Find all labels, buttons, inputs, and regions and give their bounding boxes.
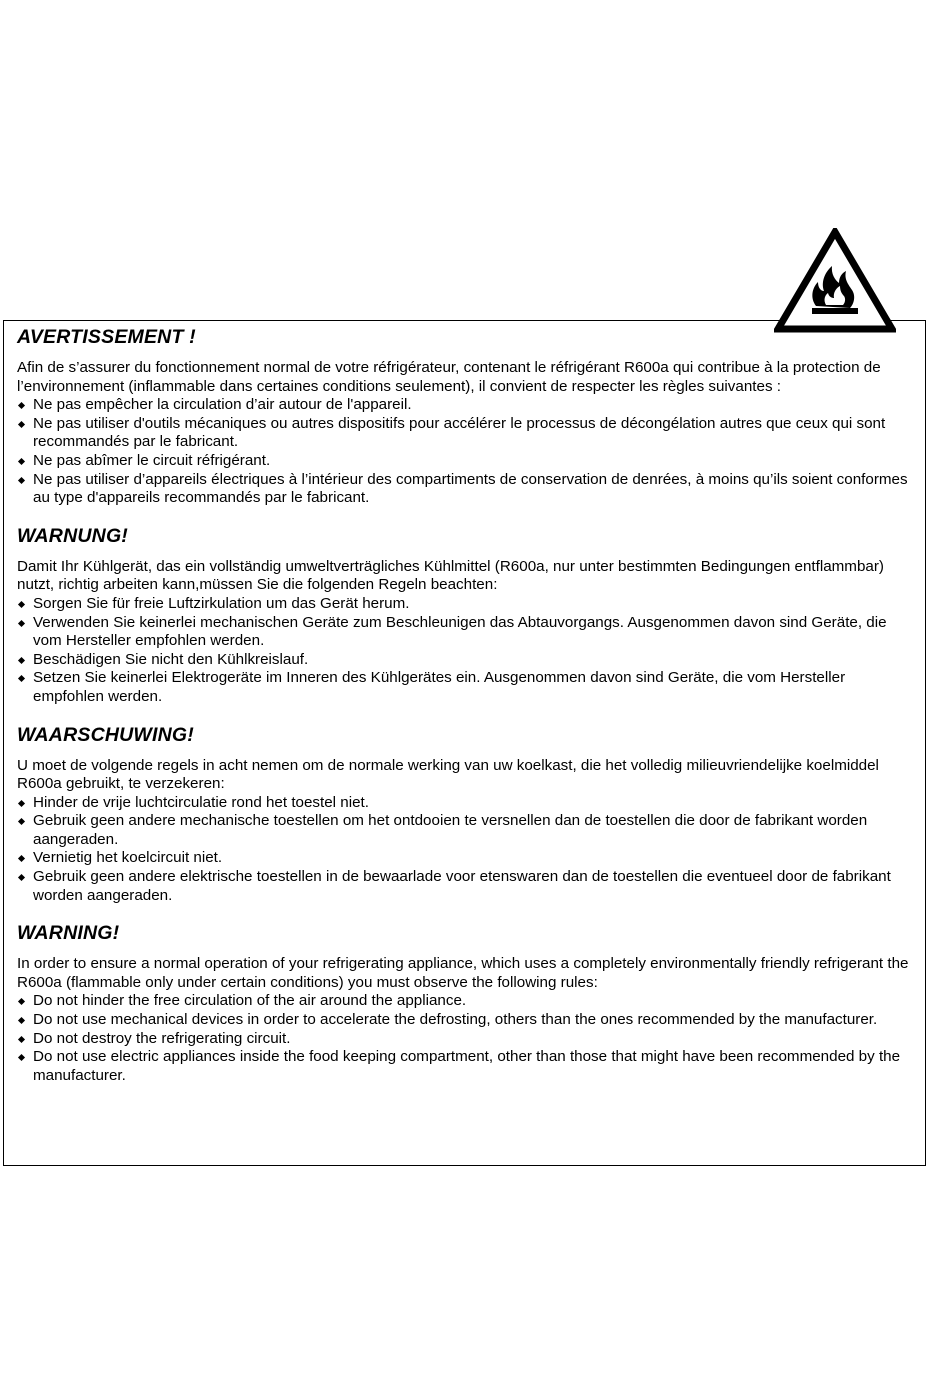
rule-item: Ne pas utiliser d’appareils électriques à l’intérieur des compartiments de conservation de denrées, à moins qu’ils soient conformes au type d'appareils recommandés par le fabricant.	[17, 471, 917, 508]
rule-item: Gebruik geen andere mechanische toestellen om het ontdooien te versnellen dan de toestellen die door de fabrikant worden aangeraden.	[17, 812, 917, 849]
rule-item: Hinder de vrije luchtcirculatie rond het toestel niet.	[17, 794, 917, 813]
intro-en: In order to ensure a normal operation of your refrigerating appliance, which uses a completely environmentally friendly refrigerant the R600a (flammable only under certain conditions) you must observe the following rules:	[17, 955, 909, 991]
rule-item: Ne pas empêcher la circulation d’air autour de l'appareil.	[17, 396, 917, 415]
rule-item: Verwenden Sie keinerlei mechanischen Geräte zum Beschleunigen das Abtauvorgangs. Ausgenommen davon sind Geräte, die vom Hersteller empfohlen werden.	[17, 614, 917, 651]
section-en	[17, 922, 917, 1085]
rule-item: Sorgen Sie für freie Luftzirkulation um das Gerät herum.	[17, 595, 917, 614]
rule-item: Setzen Sie keinerlei Elektrogeräte im Inneren des Kühlgerätes ein. Ausgenommen davon sind Geräte, die vom Hersteller empfohlen werden.	[17, 669, 917, 706]
rules-list-fr	[17, 396, 917, 508]
flammable-warning-icon	[774, 228, 896, 334]
intro-de: Damit Ihr Kühlgerät, das ein vollständig umweltverträgliches Kühlmittel (R600a, nur unter bestimmten Bedingungen entflammbar) nutzt, richtig arbeiten kann,müssen Sie die folgenden Regeln beachten:	[17, 557, 884, 594]
heading-de: WARNUNG!	[17, 524, 129, 547]
rule-item: Do not use electric appliances inside the food keeping compartment, other than those that might have been recommended by the manufacturer.	[17, 1048, 917, 1085]
rule-item: Vernietig het koelcircuit niet.	[17, 849, 917, 868]
section-de	[17, 525, 917, 707]
heading-en: WARNING!	[17, 922, 120, 945]
rule-item: Do not use mechanical devices in order to accelerate the defrosting, others than the ones recommended by the manufacturer.	[17, 1011, 917, 1030]
rule-item: Beschädigen Sie nicht den Kühlkreislauf.	[17, 651, 917, 670]
section-nl	[17, 724, 917, 906]
rule-item: Ne pas utiliser d'outils mécaniques ou autres dispositifs pour accélérer le processus de décongélation autres que ceux qui sont recommandés par le fabricant.	[17, 415, 917, 452]
section-fr	[17, 326, 917, 508]
rule-item: Do not destroy the refrigerating circuit.	[17, 1030, 917, 1049]
intro-fr: Afin de s’assurer du fonctionnement normal de votre réfrigérateur, contenant le réfrigérant R600a qui contribue à la protection de l’environnement (inflammable dans certaines conditions seulement), il convient de respecter les règles suivantes :	[17, 359, 881, 395]
rules-list-en	[17, 992, 917, 1085]
heading-nl: WAARSCHUWING!	[17, 723, 194, 746]
rule-item: Ne pas abîmer le circuit réfrigérant.	[17, 452, 917, 471]
rule-item: Do not hinder the free circulation of the air around the appliance.	[17, 992, 917, 1011]
rules-list-nl	[17, 794, 917, 906]
intro-nl: U moet de volgende regels in acht nemen om de normale werking van uw koelkast, die het volledig milieuvriendelijke koelmiddel R600a gebruikt, te verzekeren:	[17, 756, 879, 793]
rule-item: Gebruik geen andere elektrische toestellen in de bewaarlade voor etenswaren dan de toestellen die eventueel door de fabrikant worden aangeraden.	[17, 868, 917, 905]
rules-list-de	[17, 595, 917, 707]
heading-fr: AVERTISSEMENT !	[17, 326, 196, 348]
warning-content	[17, 326, 917, 1102]
